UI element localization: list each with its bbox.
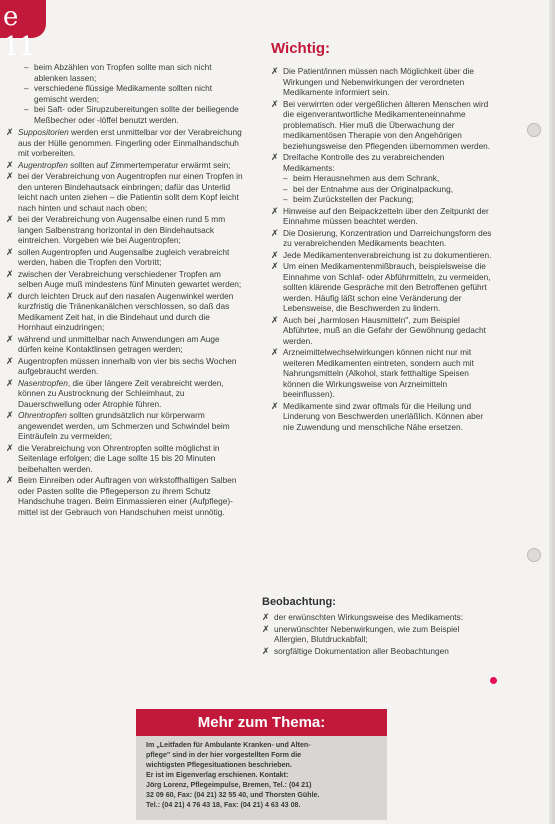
left-bullet-item: ✗ sollen Augentropfen und Augensalbe zugleich verabreicht werden, haben die Tropfen den Vortritt; [6, 246, 230, 267]
box-line: 32 09 60, Fax: (04 21) 32 55 40, und Thorsten Gühle. [146, 791, 320, 799]
left-bullet-item: ✗ bei der Verabreichung von Augensalbe einen rund 5 mm langen Salbenstrang horizontal in den Bindehautsack eintreichen. Vorgeben wie bei Augentropfen; [6, 214, 226, 245]
left-bullet-item: ✗ Augentropfen müssen innerhalb von vier bis sechs Wochen aufgebraucht werden. [6, 355, 237, 376]
box-line: Im „Leitfaden für Ambulante Kranken- und Alten- [146, 741, 311, 749]
dash-item: – beim Abzählen von Tropfen sollte man sich nicht ablenken lassen; [24, 62, 212, 83]
box-line: wichtigsten Pflegesituationen beschrieben. [146, 761, 292, 769]
box-line: Jörg Lorenz, Pflegeimpulse, Bremen, Tel.: (04 21) [146, 781, 312, 789]
wichtig-item: ✗ Arzneimittelwechselwirkungen können nicht nur mit weiteren Medikamenten eintreten, sondern auch mit Nahrungsmitteln (Alkohol, stark fetthaltige Speisen können die Wirkungsweise von Arzneimitteln beeinflussen). [271, 347, 474, 399]
control-dash: – bei der Entnahme aus der Originalpackung, [283, 183, 454, 194]
left-bullet-item: ✗ Suppositorien werden erst unmittelbar vor der Verabreichung aus der Hülle genommen. Fingerling oder Einmalhandschuh mit vorbereiten. [6, 127, 242, 158]
punch-hole [527, 123, 541, 137]
beobachtung-item: ✗ der erwünschten Wirkungsweise des Medikaments: [262, 612, 464, 622]
box-line: Er ist im Eigenverlag erschienen. Kontakt: [146, 771, 289, 779]
wichtig-item: ✗ Hinweise auf den Beipackzetteln über den Zeitpunkt der Einnahme müssen beachtet werden. [271, 205, 489, 226]
left-bullet-item: ✗ Nasentropfen, die über längere Zeit verabreicht werden, können zu Austrocknung der Schleimhaut, zu Dauerschwellung oder Atrophie führen. [6, 377, 224, 409]
left-bullet-item: ✗ Ohrentropfen sollten grundsätzlich nur körperwarm angewendet werden, um Schmerzen und Schwindel beim Einträufeln zu vermeiden; [6, 410, 230, 441]
left-bullet-item: ✗ zwischen der Verabreichung verschiedener Tropfen am selben Auge muß mindestens fünf Minuten gewartet werden; [6, 268, 242, 289]
beobachtung-heading: Beobachtung: [262, 596, 336, 608]
box-line: pflege" sind in der hier vorgestellten Form die [146, 751, 302, 759]
left-bullet-item: ✗ während und unmittelbar nach Anwendungen am Auge dürfen keine Kontaktlinsen getragen werden; [6, 333, 220, 354]
page-number: e 11 [3, 2, 35, 62]
left-bullet-item: ✗ Beim Einreiben oder Auftragen von wirkstoffhaltigen Salben oder Pasten sollte die Pflegeperson zu ihrem Schutz Handschuhe tragen. Beim Einmassieren einer (Aufpflege)-mittel ist der Gebrauch von Handschuhen meist unnötig. [6, 475, 237, 517]
wichtig-item: ✗ Um einen Medikamentenmißbrauch, beispielsweise die Einnahme von Schlaf- oder Abführmitteln, zu vermeiden, sollten klärende Gespräche mit den Betroffenen geführt werden. Häufig läßt schon eine Veränderung der Lebensweise, die Beschwerden zu lindern. [271, 261, 491, 313]
wichtig-item: ✗ Die Patient/innen müssen nach Möglichkeit über die Wirkungen und Nebenwirkungen der verordneten Medikamente informiert sein. [271, 66, 474, 97]
wichtig-heading: Wichtig: [271, 40, 331, 57]
beobachtung-item: ✗ sorgfältige Dokumentation aller Beobachtungen [262, 645, 449, 656]
box-line: Tel.: (04 21) 4 76 43 18, Fax: (04 21) 4 63 43 08. [146, 801, 301, 809]
left-bullet-item: ✗ die Verabreichung von Ohrentropfen sollte möglichst in Seitenlage erfolgen; die Lage sollte 15 bis 20 Minuten beibehalten werden. [6, 442, 220, 474]
left-bullet-item: ✗ bei der Verabreichung von Augentropfen nur einen Tropfen in den unteren Bindehautsack einbringen; dafür das Unterlid leicht nach unten ziehen – die Patientin sollt dem Kopf leicht nach hinten und schaut nach oben; [6, 171, 243, 213]
wichtig-item: ✗ Auch bei „harmlosen Hausmitteln", zum Beispiel Abführtee, muß an die Gefahr der Gewöhnung gedacht werden. [271, 314, 486, 346]
dash-list [6, 62, 244, 125]
control-dash: – beim Herausnehmen aus dem Schrank, [283, 173, 440, 183]
beobachtung-list [262, 612, 494, 657]
left-bullet-list [6, 127, 244, 517]
wichtig-item: ✗ Dreifache Kontrolle des zu verabreichenden Medikaments: – beim Herausnehmen aus dem Schrank, – bei der Entnahme aus der Originalpackung, – beim Zurückstellen der Packung; [271, 152, 494, 205]
wichtig-item: ✗ Medikamente sind zwar oftmals für die Heilung und Linderung von Beschwerden unerläßlich. Können aber nie Zuwendung und menschliche Nähe ersetzen. [271, 400, 484, 432]
punch-hole [527, 548, 541, 562]
mehr-zum-thema-box [136, 736, 387, 820]
mehr-zum-thema-title: Mehr zum Thema: [136, 709, 387, 736]
wichtig-column [271, 66, 494, 433]
left-column [6, 62, 244, 518]
wichtig-item: ✗ Bei verwirrten oder vergeßlichen älteren Menschen wird die eigenverantwortliche Medikamenteneinnahme problematisch. Hier muß die Überwachung der medikamentösen Therapie von den Angehörigen beziehungsweise den Pflegenden übernommen werden. [271, 98, 491, 151]
dash-item: – bei Saft- oder Sirupzubereitungen sollte der beiliegende Meßbecher oder -löffel benutzt werden. [24, 104, 239, 125]
bullet-dot-icon [490, 677, 497, 684]
mehr-zum-thema-text [146, 740, 378, 810]
control-dash: – beim Zurückstellen der Packung; [283, 194, 414, 204]
wichtig-item: ✗ Die Dosierung, Konzentration und Darreichungsform des zu verabreichenden Medikaments beachten. [271, 227, 492, 248]
page-number-tab [0, 0, 46, 62]
beobachtung-item: ✗ unerwünschter Nebenwirkungen, wie zum Beispiel Allergien, Blutdruckabfall; [262, 623, 460, 644]
dash-item: – verschiedene flüssige Medikamente sollten nicht gemischt werden; [24, 83, 213, 104]
left-bullet-item: ✗ Augentropfen sollten auf Zimmertemperatur erwärmt sein; [6, 159, 231, 170]
wichtig-item: ✗ Jede Medikamentenverabreichung ist zu dokumentieren. [271, 249, 492, 260]
left-bullet-item: ✗ durch leichten Druck auf den nasalen Augenwinkel werden kurzfristig die Tränenkanälchen verschlossen, so daß das Medikament Zeit hat, in die Bindehaut und durch die Hornhaut einzudringen; [6, 290, 234, 332]
